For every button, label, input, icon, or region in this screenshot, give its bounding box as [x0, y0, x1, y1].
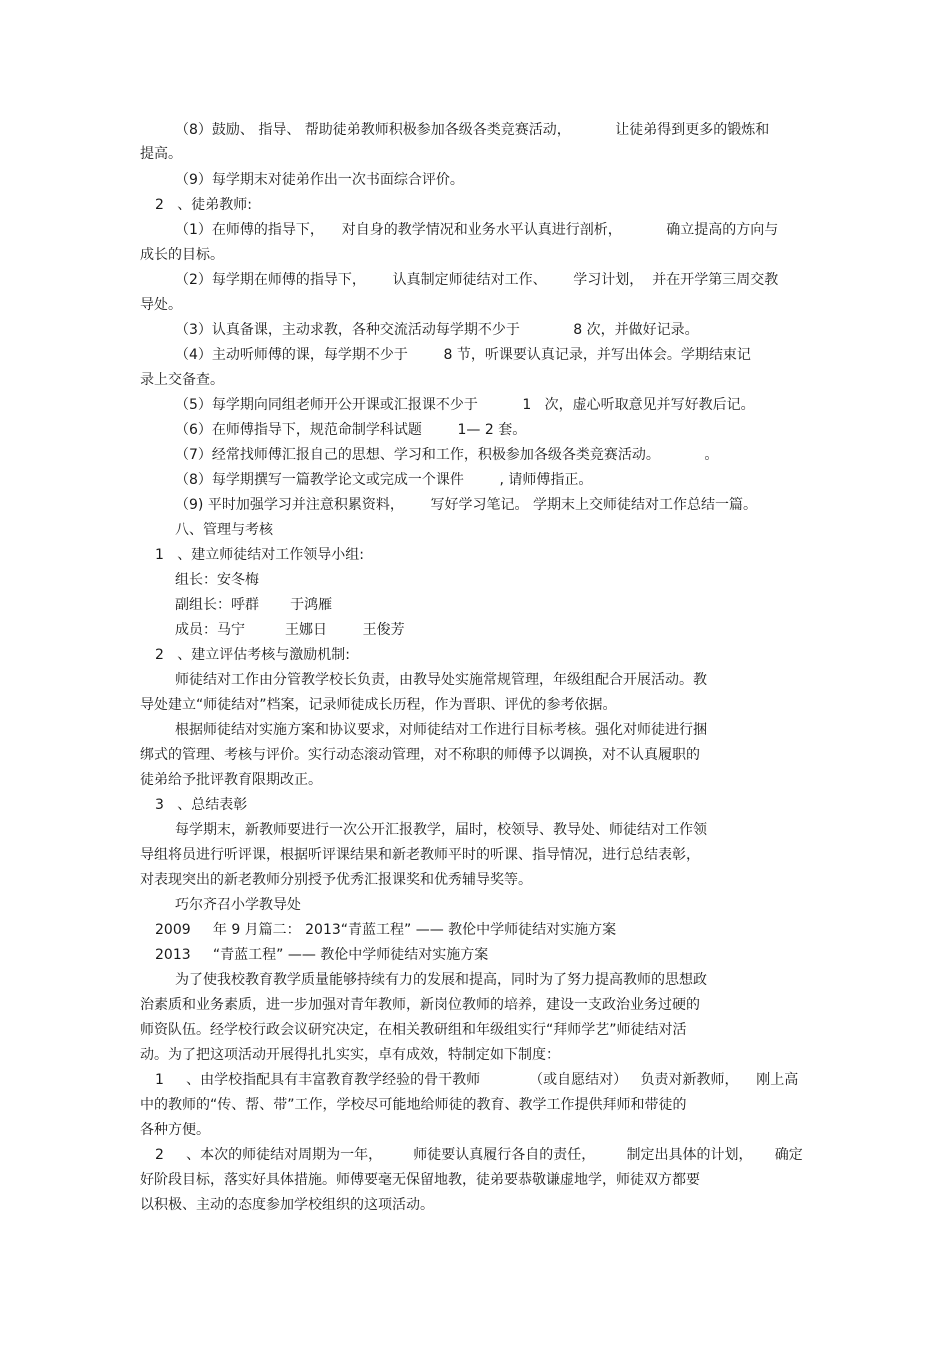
text-line: 录上交备查。 — [140, 372, 224, 388]
text-line: 导处建立“师徒结对”档案，记录师徒成长历程，作为晋职、评优的参考依据。 — [140, 697, 617, 713]
text-line: （8）每学期撰写一篇教学论文或完成一个课件 , 请师傅指正。 — [175, 472, 593, 488]
text-line: 为了使我校教育教学质量能够持续有力的发展和提高，同时为了努力提高教师的思想政 — [175, 972, 707, 988]
text-line: （9）每学期末对徒弟作出一次书面综合评价。 — [175, 172, 464, 188]
text-line: 根据师徒结对实施方案和协议要求，对师徒结对工作进行目标考核。强化对师徒进行捆 — [175, 722, 707, 738]
text-line: （7）经常找师傅汇报自己的思想、学习和工作，积极参加各级各类竞赛活动。 。 — [175, 447, 719, 463]
text-line: 2 、徒弟教师: — [155, 197, 252, 213]
text-line: 对表现突出的新老教师分别授予优秀汇报课奖和优秀辅导奖等。 — [140, 872, 532, 888]
text-line: （5）每学期向同组老师开公开课或汇报课不少于 1 次，虚心听取意见并写好教后记。 — [175, 397, 755, 413]
text-line: （4）主动听师傅的课，每学期不少于 8 节，听课要认真记录，并写出体会。学期结束记 — [175, 347, 751, 363]
text-line: 3 、总结表彰 — [155, 797, 248, 813]
text-line: 2 、建立评估考核与激励机制: — [155, 647, 350, 663]
text-line: 1 、由学校指配具有丰富教育教学经验的骨干教师 （或自愿结对） 负责对新教师， 刚上高 — [155, 1072, 799, 1088]
text-line: 徒弟给予批评教育限期改正。 — [140, 772, 322, 788]
text-line: 每学期末，新教师要进行一次公开汇报教学，届时，校领导、教导处、师徒结对工作领 — [175, 822, 707, 838]
text-line: （8）鼓励、 指导、 帮助徒弟教师积极参加各级各类竞赛活动， 让徒弟得到更多的锻炼和 — [175, 122, 770, 138]
text-line: （1）在师傅的指导下， 对自身的教学情况和业务水平认真进行剖析， 确立提高的方向与 — [175, 222, 779, 238]
text-line: 师徒结对工作由分管教学校长负责，由教导处实施常规管理，年级组配合开展活动。教 — [175, 672, 707, 688]
text-line: （6）在师傅指导下，规范命制学科试题 1— 2 套。 — [175, 422, 527, 438]
text-line: （3）认真备课，主动求教，各种交流活动每学期不少于 8 次，并做好记录。 — [175, 322, 699, 338]
text-line: 绑式的管理、考核与评价。实行动态滚动管理，对不称职的师傅予以调换，对不认真履职的 — [140, 747, 700, 763]
text-line: 成长的目标。 — [140, 247, 224, 263]
text-line: 1 、建立师徒结对工作领导小组: — [155, 547, 364, 563]
text-line: （9) 平时加强学习并注意积累资料， 写好学习笔记。 学期末上交师徒结对工作总结一篇。 — [175, 497, 757, 513]
text-line: 2009 年 9 月篇二： 2013“青蓝工程” —— 教伦中学师徒结对实施方案 — [155, 922, 617, 938]
text-line: 成员：马宁 王娜日 王俊芳 — [175, 622, 405, 638]
text-line: 各种方便。 — [140, 1122, 210, 1138]
text-line: 导组将员进行听评课，根据听评课结果和新老教师平时的听课、指导情况，进行总结表彰， — [140, 847, 700, 863]
text-line: 治素质和业务素质，进一步加强对青年教师，新岗位教师的培养，建设一支政治业务过硬的 — [140, 997, 700, 1013]
text-line: 2013 “青蓝工程” —— 教伦中学师徒结对实施方案 — [155, 947, 489, 963]
text-line: 2 、本次的师徒结对周期为一年， 师徒要认真履行各自的责任， 制定出具体的计划， 确定 — [155, 1147, 803, 1163]
text-line: 副组长：呼群 于鸿雁 — [175, 597, 333, 613]
text-line: 导处。 — [140, 297, 182, 313]
text-line: 组长：安冬梅 — [175, 572, 259, 588]
text-line: 巧尔齐召小学教导处 — [175, 897, 301, 913]
text-line: 师资队伍。经学校行政会议研究决定，在相关教研组和年级组实行“拜师学艺”师徒结对活 — [140, 1022, 687, 1038]
text-line: 以积极、主动的态度参加学校组织的这项活动。 — [140, 1197, 434, 1213]
text-line: 提高。 — [140, 146, 182, 162]
text-line: （2）每学期在师傅的指导下， 认真制定师徒结对工作、 学习计划， 并在开学第三周交教 — [175, 272, 779, 288]
text-line: 中的教师的“传、帮、带”工作，学校尽可能地给师徒的教育、教学工作提供拜师和带徒的 — [140, 1097, 687, 1113]
text-line: 八、管理与考核 — [175, 522, 273, 538]
text-line: 好阶段目标，落实好具体措施。师傅要毫无保留地教，徒弟要恭敬谦虚地学，师徒双方都要 — [140, 1172, 700, 1188]
text-line: 动。为了把这项活动开展得扎扎实实，卓有成效，特制定如下制度： — [140, 1047, 560, 1063]
